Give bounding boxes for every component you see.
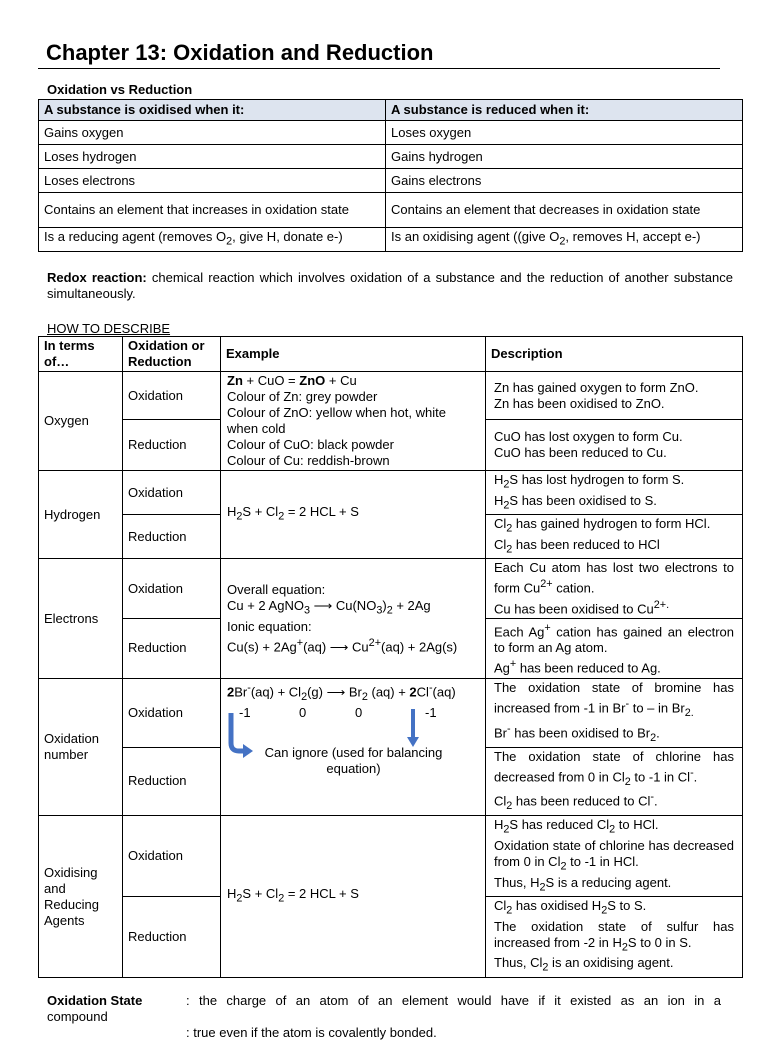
cell-reduced: Gains electrons	[386, 169, 743, 193]
desc-line: $Cl_2$ has been reduced to HCl	[494, 536, 660, 556]
down-arrow-icon	[406, 709, 420, 749]
cell-reduced: Loses oxygen	[386, 121, 743, 145]
desc-text: The oxidation state of chlorine has decreased from 0 in Cl	[494, 748, 734, 784]
desc-text: Each Ag	[494, 624, 545, 640]
description-cell	[486, 372, 743, 420]
desc-text: Each Cu atom has lost two electrons to form Cu	[494, 560, 734, 596]
terms-cell-hydrogen: Hydrogen	[39, 471, 123, 559]
type-cell: Reduction	[123, 747, 221, 816]
example-line: Ionic equation:	[227, 618, 312, 634]
table-row	[39, 816, 743, 897]
desc-line: CuO has lost oxygen to form Cu.	[494, 429, 683, 445]
ovr-heading: Oxidation vs Reduction	[47, 82, 193, 97]
how-to-describe-table	[38, 336, 743, 978]
table-header-row	[39, 100, 743, 121]
terms-cell-oxidation-number: Oxidation number	[39, 678, 123, 816]
balancing-note: Can ignore (used for balancing equation)	[264, 744, 443, 776]
col-oxidised-header: A substance is oxidised when it:	[39, 100, 386, 121]
type-cell: Reduction	[123, 619, 221, 679]
oxstate-term: Oxidation State	[47, 992, 143, 1008]
desc-line: $H_2S$ has lost hydrogen to form S.	[494, 472, 685, 491]
example-cell-hydrogen: $H_2S + Cl_2 = 2$ HCL + S	[221, 471, 486, 559]
description-cell	[486, 420, 743, 471]
desc-text: cation has gained an electron to form an Ag atom.	[494, 624, 734, 656]
table-row	[39, 559, 743, 619]
description-cell: $Cl_2$ has oxidised $H_2S$ to S. The oxidation state of sulfur has increased from -2 in $H_2S$ to 0 in S. Thus, $Cl_2$ is an oxidising agent.	[486, 897, 743, 978]
text: , give H, donate e-)	[232, 229, 343, 245]
equation-text: = 2 HCL + S	[284, 886, 359, 902]
type-cell: Reduction	[123, 420, 221, 471]
how-to-describe-heading: HOW TO DESCRIBE	[47, 321, 171, 336]
example-cell-oxygen	[221, 372, 486, 471]
table-row	[39, 228, 743, 252]
oxidation-state: -1	[425, 704, 437, 720]
text: , removes H, accept e-)	[565, 229, 701, 245]
desc-line: Zn has gained oxygen to form ZnO.	[494, 379, 699, 395]
description-cell	[486, 515, 743, 559]
oxidation-state-definition	[38, 993, 742, 1043]
bromine-equation: $2Br^-(aq) + Cl_2(g)$ ⟶ $Br_2$ (aq) + 2Cl-(aq)	[227, 681, 456, 703]
oxstate-def-2: : true even if the atom is covalently bonded.	[186, 1024, 437, 1040]
description-cell: Each Cu atom has lost two electrons to form $Cu^{2+}$ cation. Cu has been oxidised to $Cu^{2+.}$	[486, 559, 743, 619]
desc-line: $H_2S$ has been oxidised to S.	[494, 492, 657, 512]
description-cell: The oxidation state of chlorine has decreased from 0 in $Cl_2$ to -1 in Cl-. $Cl_2$ has been reduced to Cl-.	[486, 747, 743, 816]
equation-text: = 2 HCL + S	[284, 504, 359, 520]
col-example-header: Example	[221, 337, 486, 372]
oxstate-term-cont: compound	[47, 1008, 108, 1024]
overall-equation: Cu + 2 AgNO$_3$ ⟶ $Cu(NO_3)_2 + 2Ag$	[227, 598, 431, 617]
oxstate-def-1: : the charge of an atom of an element would have if it existed as an ion in a	[186, 992, 721, 1008]
oxidation-states-row	[227, 705, 479, 721]
example-line: Colour of CuO: black powder	[227, 437, 394, 452]
type-cell: Oxidation	[123, 678, 221, 747]
description-cell: $H_2S$ has reduced $Cl_2$ to HCl. Oxidation state of chlorine has decreased from 0 in $Cl_2$ to -1 in HCl. Thus, $H_2S$ is a reducing agent.	[486, 816, 743, 897]
table-row	[39, 372, 743, 420]
type-cell: Reduction	[123, 515, 221, 559]
type-cell: Reduction	[123, 897, 221, 978]
ionic-equation: Cu(s) + 2Ag+(aq) ⟶ $Cu^{2+}(aq) + 2Ag(s)$	[227, 636, 458, 654]
cell-oxidised: Loses hydrogen	[39, 145, 386, 169]
oxidation-vs-reduction-table	[38, 99, 743, 252]
oxidation-state: 0	[299, 704, 307, 720]
redox-term: Redox reaction:	[47, 270, 147, 285]
type-cell: Oxidation	[123, 471, 221, 515]
cell-oxidised: Loses electrons	[39, 169, 386, 193]
table-row	[39, 145, 743, 169]
redox-definition	[47, 270, 733, 302]
type-cell: Oxidation	[123, 372, 221, 420]
desc-line: $Cl_2$ has gained hydrogen to form HCl.	[494, 516, 711, 535]
oxidation-state: -1	[239, 704, 251, 720]
text: Is a reducing agent (removes O	[44, 229, 227, 245]
cell-oxidised: Gains oxygen	[39, 121, 386, 145]
type-cell: Oxidation	[123, 559, 221, 619]
table-header-row	[39, 337, 743, 372]
col-description-header: Description	[486, 337, 743, 372]
text: Is an oxidising agent ((give O	[391, 229, 560, 245]
cell-reduced: Gains hydrogen	[386, 145, 743, 169]
desc-text: Cu has been oxidised to Cu	[494, 601, 654, 617]
example-cell-oxidation-number	[221, 678, 486, 816]
example-cell-agents: $H_2S + Cl_2 = 2$ HCL + S	[221, 816, 486, 978]
col-oxred-header: Oxidation or Reduction	[123, 337, 221, 372]
terms-cell-electrons: Electrons	[39, 559, 123, 678]
example-cell-electrons	[221, 559, 486, 678]
redox-text: chemical reaction which involves oxidation of a substance and the reduction of another substance simultaneously.	[47, 270, 733, 301]
col-terms-header: In terms of…	[39, 337, 123, 372]
desc-text: has been reduced to Ag.	[516, 660, 661, 676]
example-line: Colour of Zn: grey powder	[227, 389, 378, 404]
description-cell: Each Ag+ cation has gained an electron to form an Ag atom. Ag+ has been reduced to Ag.	[486, 619, 743, 679]
desc-text: Br	[494, 724, 507, 740]
table-row	[39, 678, 743, 747]
oxidation-state: 0	[355, 704, 363, 720]
terms-cell-agents: Oxidising and Reducing Agents	[39, 816, 123, 978]
desc-text: The oxidation state of bromine has increased from -1 in Br	[494, 679, 734, 716]
terms-cell-oxygen: Oxygen	[39, 372, 123, 471]
cell-reduced: Contains an element that decreases in oxidation state	[386, 193, 743, 228]
oxygen-equation: Zn + CuO = ZnO + Cu	[227, 373, 357, 388]
table-row	[39, 471, 743, 515]
table-row	[39, 193, 743, 228]
description-cell: The oxidation state of bromine has increased from -1 in Br- to – in $Br_{2.}$ Br- has been oxidised to $Br_2$.	[486, 678, 743, 747]
table-row	[39, 169, 743, 193]
description-cell	[486, 471, 743, 515]
cell-oxidised: Is a reducing agent (removes $O_2$, give H, donate e-)	[39, 228, 386, 252]
cell-oxidised: Contains an element that increases in oxidation state	[39, 193, 386, 228]
type-cell: Oxidation	[123, 816, 221, 897]
table-row	[39, 121, 743, 145]
desc-line: CuO has been reduced to Cu.	[494, 445, 667, 461]
page	[38, 40, 742, 1043]
example-line: Colour of Cu: reddish-brown	[227, 453, 390, 468]
page-title: Chapter 13: Oxidation and Reduction	[38, 40, 720, 69]
example-line: Colour of ZnO: yellow when hot, white when cold	[227, 405, 446, 436]
example-line: Overall equation:	[227, 582, 326, 598]
desc-text: Cl	[494, 793, 507, 809]
col-reduced-header: A substance is reduced when it:	[386, 100, 743, 121]
cell-reduced: Is an oxidising agent ((give $O_2$, removes H, accept e-)	[386, 228, 743, 252]
desc-line: Zn has been oxidised to ZnO.	[494, 395, 665, 411]
